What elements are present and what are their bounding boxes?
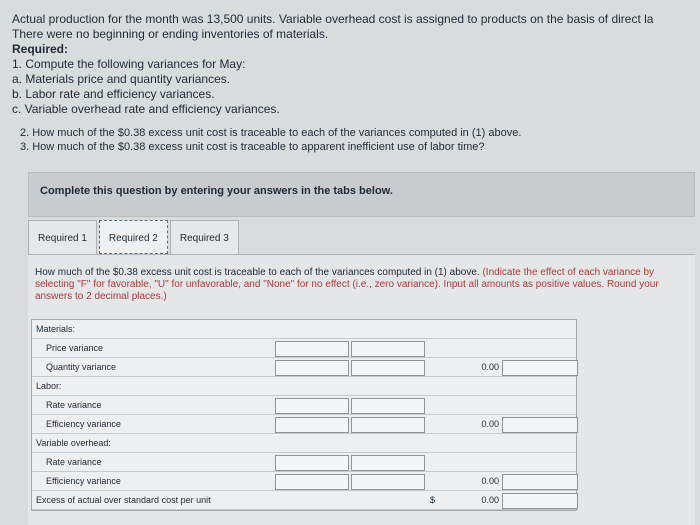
tab-required-2[interactable]: Required 2 xyxy=(99,220,168,254)
table-row xyxy=(32,472,576,491)
effect-select[interactable] xyxy=(351,417,425,433)
row-label: Materials: xyxy=(36,324,76,334)
table-row xyxy=(32,339,576,358)
instruction-main: How much of the $0.38 excess unit cost is traceable to each of the variances computed in (1) above. xyxy=(35,267,480,278)
question-2: 2. How much of the $0.38 excess unit cost is traceable to each of the variances computed in (1) above. xyxy=(20,127,522,139)
required-item: c. Variable overhead rate and efficiency variances. xyxy=(12,102,280,116)
required-item: b. Labor rate and efficiency variances. xyxy=(12,87,215,101)
row-label: Variable overhead: xyxy=(36,438,111,448)
tab-required-1[interactable]: Required 1 xyxy=(28,220,97,254)
amount-value: 0.00 xyxy=(481,476,499,486)
tab-bar xyxy=(28,220,241,254)
effect-select[interactable] xyxy=(502,417,578,433)
table-row xyxy=(32,415,576,434)
question-3: 3. How much of the $0.38 excess unit cost is traceable to apparent inefficient use of labor time? xyxy=(20,141,485,153)
row-label: Rate variance xyxy=(46,457,102,467)
table-row xyxy=(32,434,576,453)
row-label: Efficiency variance xyxy=(46,476,121,486)
instruction-hint: (Indicate the effect of each variance by selecting "F" for favorable, "U" for unfavorable, and "None" for no effect (i.e., zero variance). Input all amounts as positive values. Round your answers to 2 decimal places.) xyxy=(35,267,659,302)
amount-value: 0.00 xyxy=(481,419,499,429)
effect-select[interactable] xyxy=(502,474,578,490)
table-row xyxy=(32,320,576,339)
row-label: Efficiency variance xyxy=(46,419,121,429)
amount-value: 0.00 xyxy=(481,362,499,372)
intro-line-2: There were no beginning or ending inventories of materials. xyxy=(12,27,329,41)
table-row xyxy=(32,396,576,415)
amount-input[interactable] xyxy=(275,474,349,490)
required-item: 1. Compute the following variances for May: xyxy=(12,57,246,71)
row-label: Excess of actual over standard cost per unit xyxy=(36,495,211,505)
effect-select[interactable] xyxy=(351,341,425,357)
effect-select[interactable] xyxy=(351,360,425,376)
effect-select[interactable] xyxy=(502,493,578,509)
amount-input[interactable] xyxy=(275,398,349,414)
required-item: a. Materials price and quantity variances. xyxy=(12,72,231,86)
questions-block xyxy=(20,126,660,154)
tab-panel xyxy=(28,254,695,525)
effect-select[interactable] xyxy=(351,474,425,490)
effect-select[interactable] xyxy=(351,398,425,414)
effect-select[interactable] xyxy=(351,455,425,471)
table-row xyxy=(32,491,576,510)
amount-input[interactable] xyxy=(275,341,349,357)
amount-input[interactable] xyxy=(275,455,349,471)
intro-line-1: Actual production for the month was 13,500 units. Variable overhead cost is assigned to products on the basis of direct la xyxy=(12,12,654,26)
question-instruction xyxy=(35,267,695,303)
row-label: Price variance xyxy=(46,343,104,353)
table-row xyxy=(32,358,576,377)
variance-table xyxy=(31,319,577,511)
instructions-banner: Complete this question by entering your answers in the tabs below. xyxy=(28,172,695,217)
effect-select[interactable] xyxy=(502,360,578,376)
table-row xyxy=(32,377,576,396)
table-row xyxy=(32,453,576,472)
amount-value: 0.00 xyxy=(481,495,499,505)
amount-input[interactable] xyxy=(275,417,349,433)
problem-intro xyxy=(12,12,700,117)
amount-input[interactable] xyxy=(275,360,349,376)
tab-required-3[interactable]: Required 3 xyxy=(170,220,239,254)
row-label: Rate variance xyxy=(46,400,102,410)
row-label: Quantity variance xyxy=(46,362,117,372)
row-label: Labor: xyxy=(36,381,62,391)
required-heading: Required: xyxy=(12,42,69,56)
dollar-sign: $ xyxy=(430,495,436,505)
